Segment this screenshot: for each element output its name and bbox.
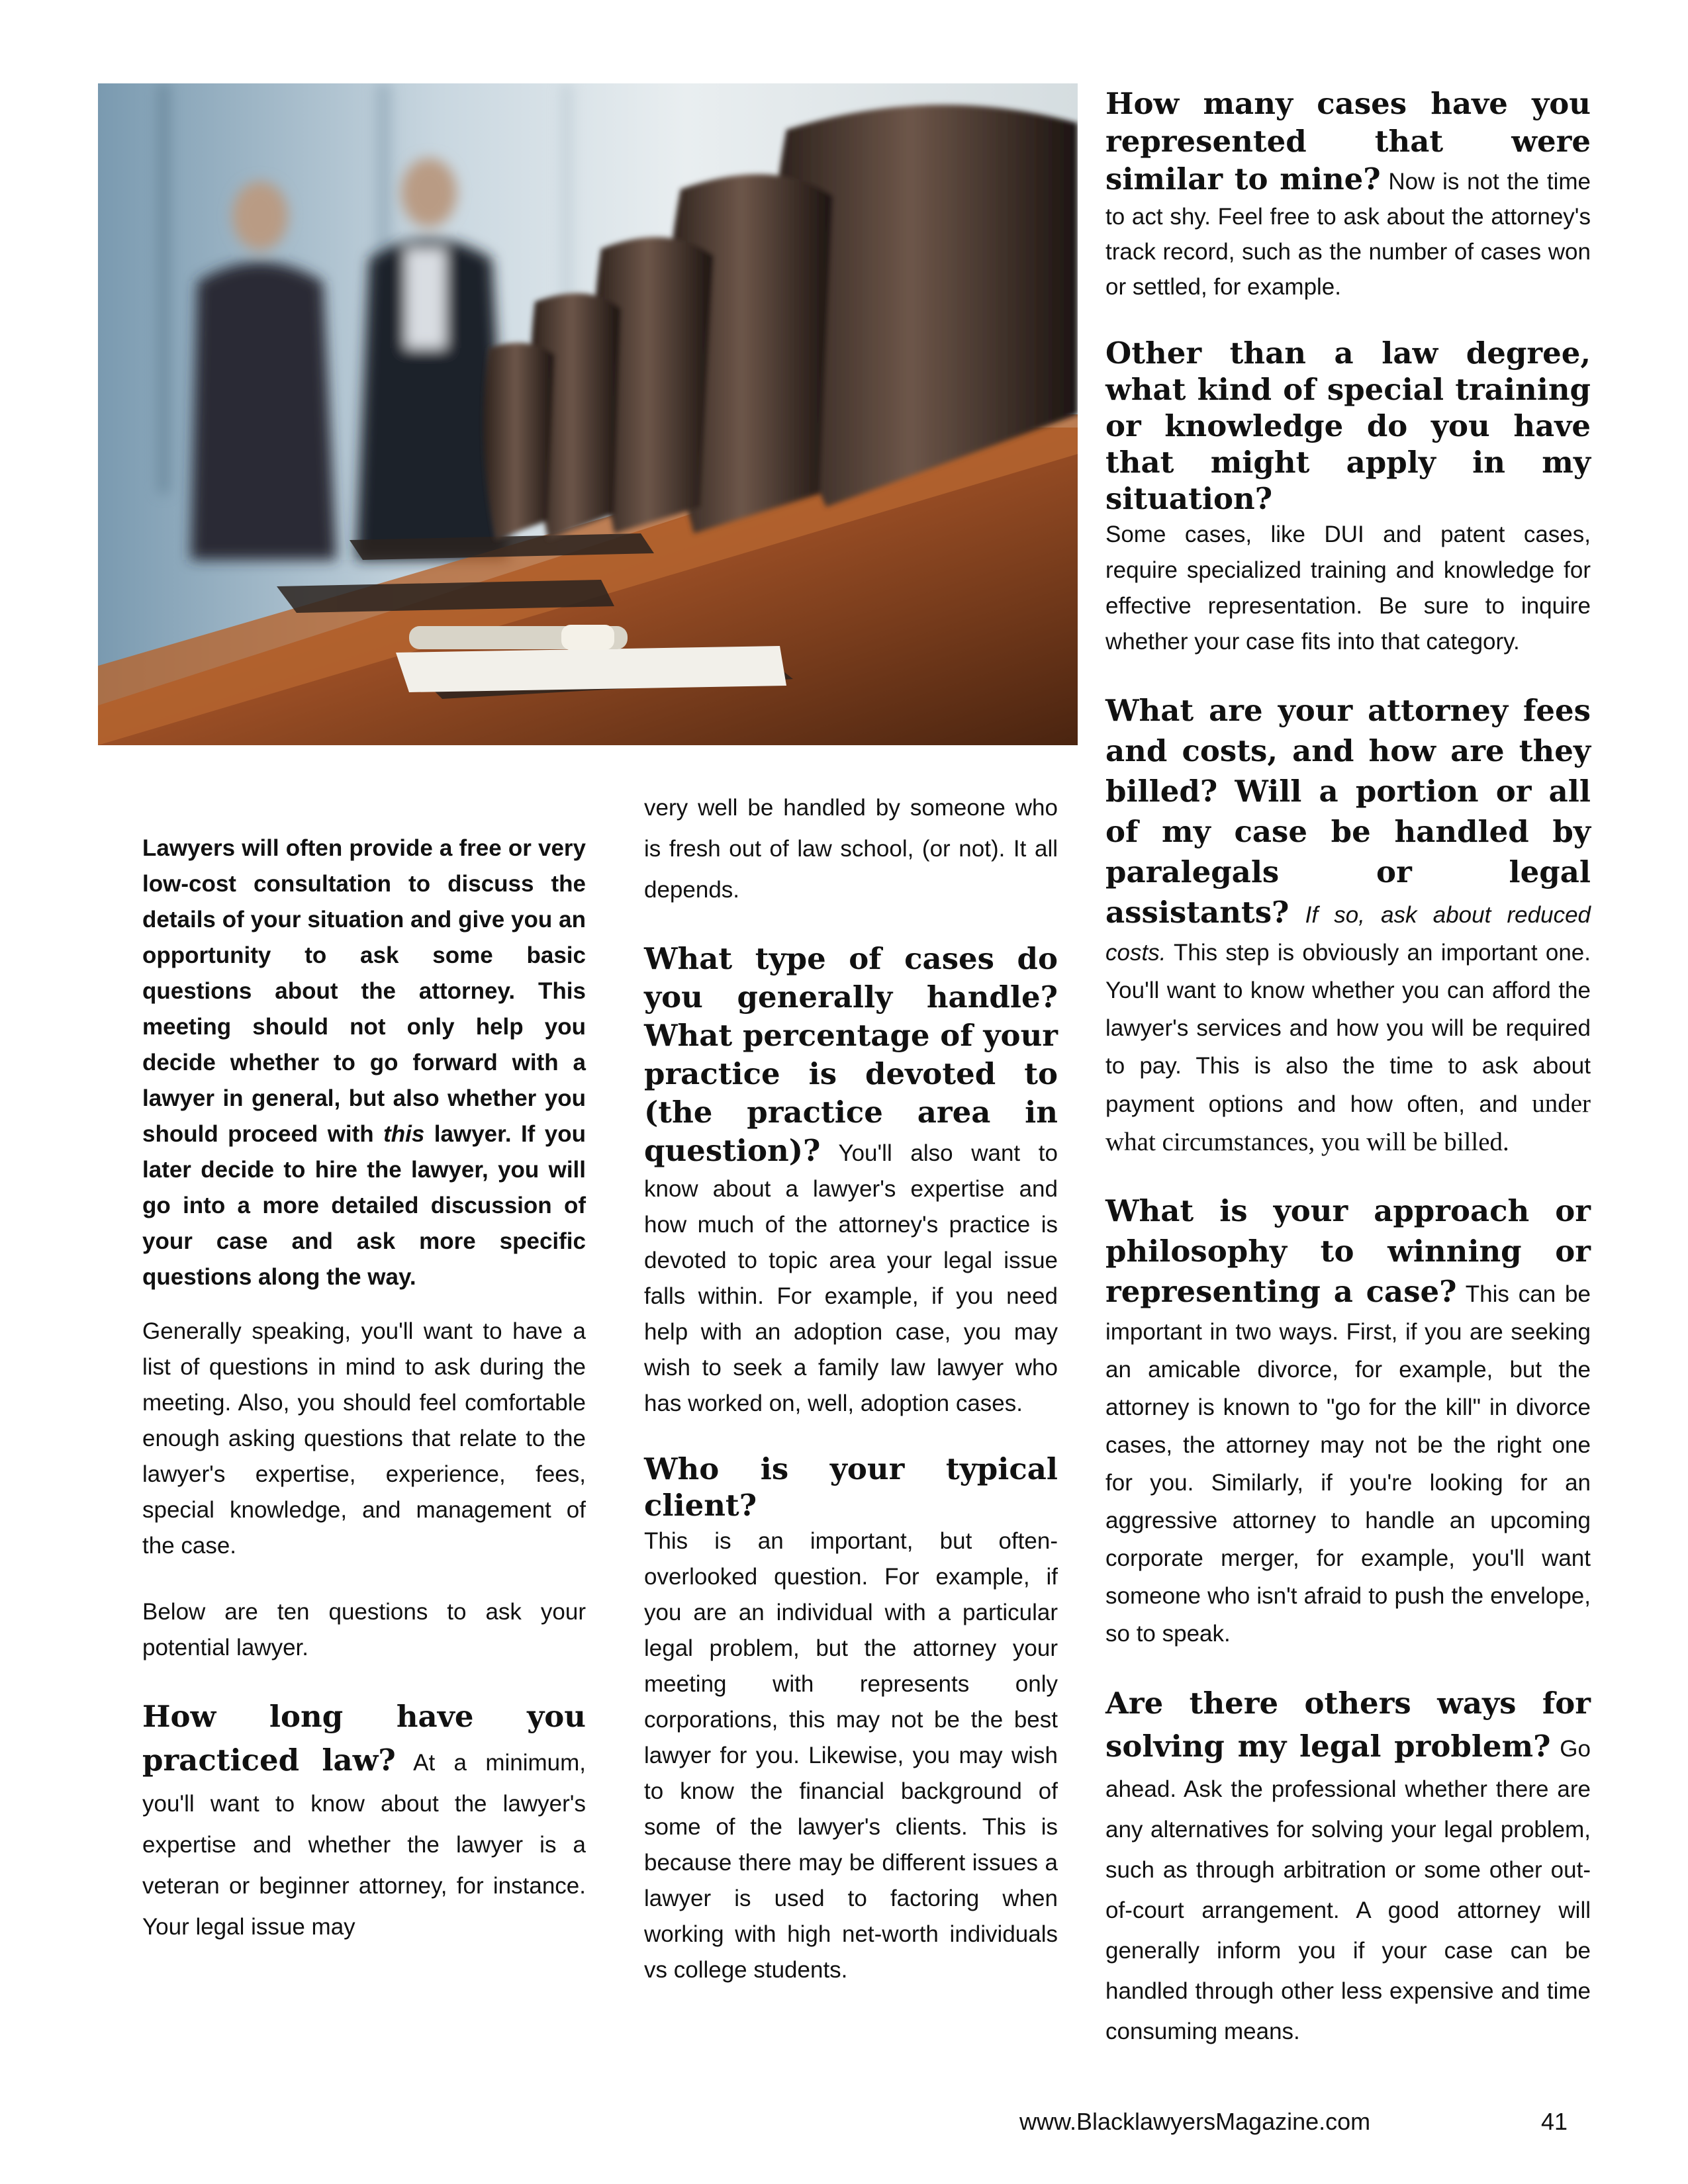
- page-number: 41: [1541, 2108, 1568, 2135]
- question-8-body: Go ahead. Ask the professional whether there are any alternatives for solving your legal problem, such as through arbitration or some other out-of-court arrangement. A good attorney will generally inform you if your case can be handled through other less expensive and time consuming means.: [1105, 1736, 1591, 2044]
- question-1-heading: How long have you practiced law?: [142, 1699, 586, 1778]
- question-2-body: You'll also want to know about a lawyer's expertise and how much of the attorney's practice is devoted to topic area your legal issue falls within. For example, if you need help with an adoption case, you may wish to seek a family law lawyer who has worked on, well, adoption cases.: [644, 1140, 1058, 1416]
- question-8: [1105, 1683, 1591, 2052]
- question-4: [1105, 86, 1591, 304]
- question-6-italic: If so, ask about reduced costs.: [1105, 902, 1591, 966]
- intro-emphasis: this: [383, 1121, 425, 1147]
- paragraph-general: Generally speaking, you'll want to have a list of questions in mind to ask during the meeting. Also, you should feel comfortable enough asking questions that relate to the lawyer's expertise, experience, fees, special knowledge, and management of the case.: [142, 1318, 586, 1559]
- column-1: [142, 831, 586, 1948]
- question-2-heading: What type of cases do you generally handle? What percentage of your practice is devoted to (the practice area in question)?: [644, 941, 1058, 1168]
- boardroom-photo: [98, 83, 1078, 745]
- continued-text: very well be handled by someone who is fresh out of law school, (or not). It all depends.: [644, 795, 1058, 903]
- question-1: [142, 1696, 586, 1948]
- boardroom-illustration: [98, 83, 1078, 745]
- question-5-body: Some cases, like DUI and patent cases, require specialized training and knowledge for effective representation. Be sure to inquire whether your case fits into that category.: [1105, 522, 1591, 655]
- question-4-heading: How many cases have you represented that were similar to mine?: [1105, 86, 1591, 197]
- question-3-heading: Who is your typical client?: [644, 1451, 1058, 1523]
- question-4-body: Now is not the time to act shy. Feel free to ask about the attorney's track record, such as the number of cases won or settled, for example.: [1105, 169, 1591, 300]
- question-5-heading: Other than a law degree, what kind of special training or knowledge do you have that might apply in my situation?: [1105, 336, 1591, 516]
- question-2: [644, 941, 1058, 1422]
- footer-website-link[interactable]: www.BlacklawyersMagazine.com: [1019, 2108, 1371, 2135]
- question-8-heading: Are there others ways for solving my legal problem?: [1105, 1686, 1591, 1764]
- intro-text-2: lawyer. If you later decide to hire the lawyer, you will go into a more detailed discussion of your case and ask more specific questions along the way.: [142, 1121, 586, 1290]
- question-6-tail: under what circumstances, you will be billed.: [1105, 1089, 1591, 1156]
- question-3-body: This is an important, but often-overlooked question. For example, if you are an individual with a particular legal problem, but the attorney your meeting with represents only corporations, this may not be the best lawyer for you. Likewise, you may wish to know the financial background of some of the lawyer's clients. This is because there may be different issues a lawyer is used to factoring when working with high net-worth individuals vs college students.: [644, 1528, 1058, 1983]
- column-2: [644, 788, 1058, 1988]
- question-6: [1105, 692, 1591, 1161]
- question-6-body: This step is obviously an important one. You'll want to know whether you can afford the lawyer's services and how you will be required to pay. This is also the time to ask about payment options and how often, and: [1105, 940, 1591, 1117]
- question-1-body: At a minimum, you'll want to know about the lawyer's expertise and whether the lawyer is a veteran or beginner attorney, for instance. Your legal issue may: [142, 1750, 586, 1940]
- question-7-body: This can be important in two ways. First, if you are seeking an amicable divorce, for example, but the attorney is known to "go for the kill" in divorce cases, the attorney may not be the right one for you. Similarly, if you're looking for an aggressive attorney to handle an upcoming corporate merger, for example, you'll want someone who isn't afraid to push the envelope, so to speak.: [1105, 1281, 1591, 1647]
- question-6-heading: What are your attorney fees and costs, and how are they billed? Will a portion or all of my case be handled by paralegals or legal assistants?: [1105, 693, 1591, 930]
- intro-paragraph: [142, 831, 586, 1295]
- column-3: [1105, 86, 1591, 2052]
- question-7: [1105, 1192, 1591, 1653]
- paragraph-ten-questions: Below are ten questions to ask your potential lawyer.: [142, 1599, 586, 1661]
- intro-text-1: Lawyers will often provide a free or very low-cost consultation to discuss the details of your situation and give you an opportunity to ask some basic questions about the attorney. This meeting should not only help you decide whether to go forward with a lawyer in general, but also whether you should proceed with: [142, 835, 586, 1147]
- question-7-heading: What is your approach or philosophy to winning or representing a case?: [1105, 1193, 1591, 1309]
